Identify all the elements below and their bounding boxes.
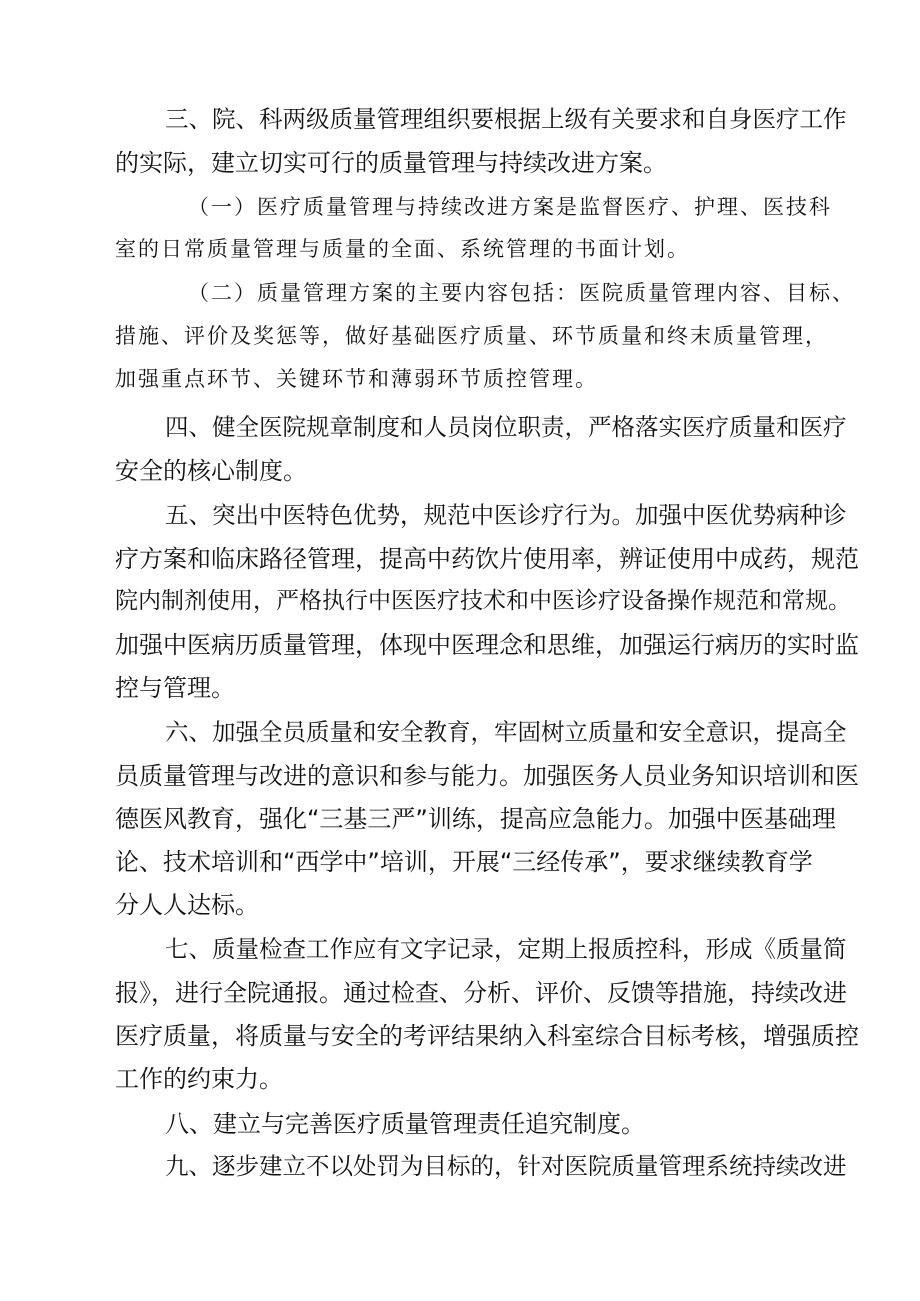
text-line: 安全的核心制度。 [115, 457, 307, 485]
text-line: 四、健全医院规章制度和人员岗位职责，严格落实医疗质量和医疗 [165, 413, 847, 441]
text-line: 分人人达标。 [115, 891, 259, 919]
text-line: 九、逐步建立不以处罚为目标的，针对医院质量管理系统持续改进 [165, 1152, 847, 1180]
text-line: 室的日常质量管理与质量的全面、系统管理的书面计划。 [115, 237, 690, 261]
text-line: 员质量管理与改进的意识和参与能力。加强医务人员业务知识培训和医 [115, 762, 859, 790]
text-line: 控与管理。 [115, 674, 235, 702]
text-line: 德医风教育，强化“三基三严”训练，提高应急能力。加强中医基础理 [115, 805, 836, 833]
text-line: 医疗质量，将质量与安全的考评结果纳入科室综合目标考核，增强质控 [115, 1022, 859, 1050]
text-line: （一）医疗质量管理与持续改进方案是监督医疗、护理、医技科 [188, 195, 832, 219]
text-line: 五、突出中医特色优势，规范中医诊疗行为。加强中医优势病种诊 [165, 501, 847, 529]
text-line: 加强重点环节、关键环节和薄弱环节质控管理。 [115, 367, 598, 391]
text-line: （二）质量管理方案的主要内容包括：医院质量管理内容、目标、 [188, 281, 855, 305]
text-line: 三、院、科两级质量管理组织要根据上级有关要求和自身医疗工作 [165, 105, 847, 133]
text-line: 疗方案和临床路径管理，提高中药饮片使用率，辨证使用中成药，规范 [115, 545, 859, 573]
text-line: 院内制剂使用，严格执行中医医疗技术和中医诊疗设备操作规范和常规。 [115, 588, 851, 614]
text-line: 措施、评价及奖惩等，做好基础医疗质量、环节质量和终末质量管理， [115, 324, 828, 348]
text-line: 八、建立与完善医疗质量管理责任追究制度。 [165, 1110, 645, 1138]
text-line: 加强中医病历质量管理，体现中医理念和思维，加强运行病历的实时监 [115, 631, 859, 659]
text-line: 工作的约束力。 [115, 1065, 283, 1093]
text-line: 报》，进行全院通报。通过检查、分析、评价、反馈等措施，持续改进 [115, 979, 847, 1007]
text-line: 论、技术培训和“西学中”培训，开展“三经传承”，要求继续教育学 [115, 848, 813, 876]
text-line: 六、加强全员质量和安全教育，牢固树立质量和安全意识，提高全 [165, 718, 847, 746]
text-line: 的实际，建立切实可行的质量管理与持续改进方案。 [115, 149, 667, 177]
text-line: 七、质量检查工作应有文字记录，定期上报质控科，形成《质量简 [165, 935, 847, 963]
